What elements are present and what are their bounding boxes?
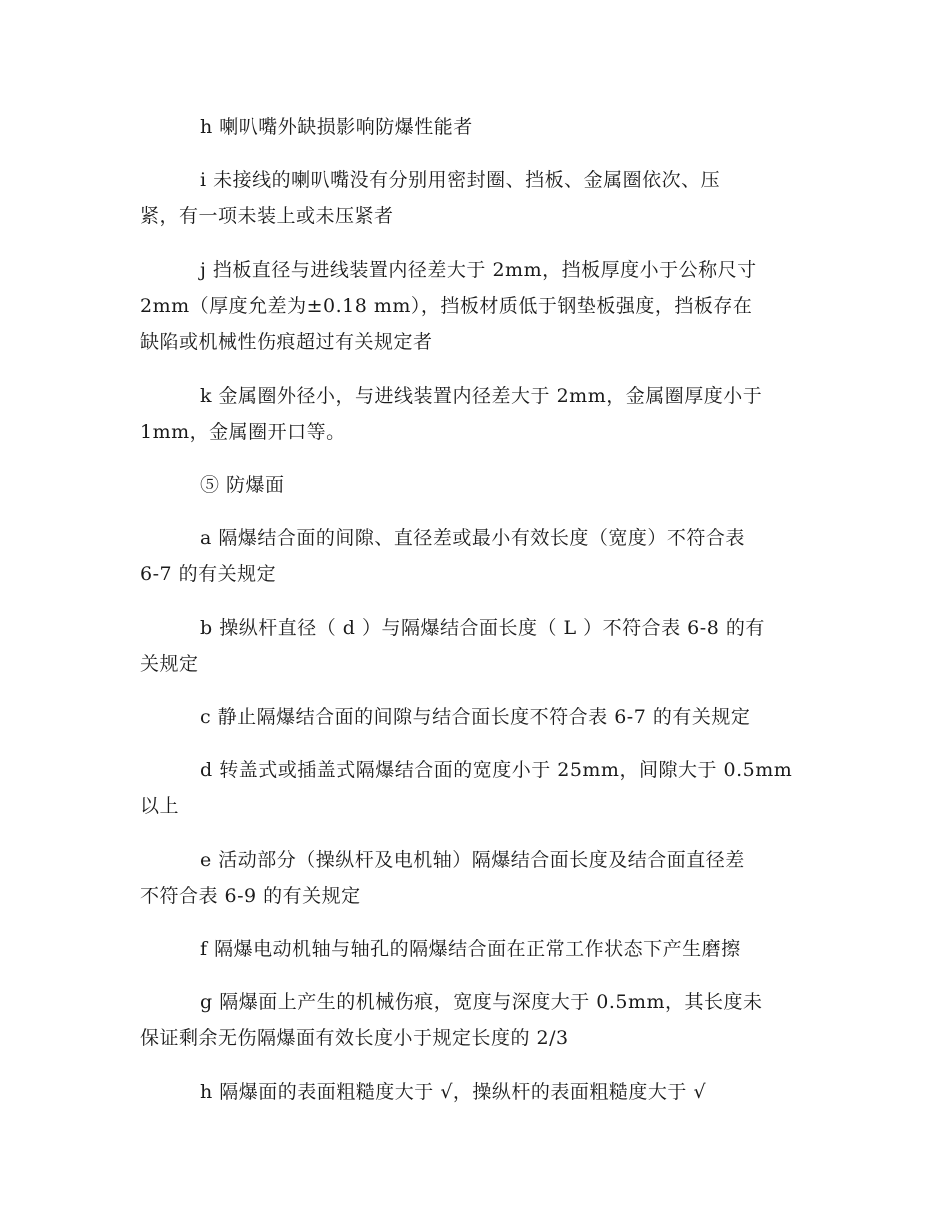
paragraph-line: 1mm，金属圈开口等。 (140, 421, 346, 443)
paragraph-i-bellmouth-seal (140, 162, 808, 234)
paragraph-e-moving-part (140, 842, 808, 914)
paragraph-a-flameproof-joint (140, 520, 808, 592)
section-heading-text: ⑤ 防爆面 (200, 474, 285, 496)
paragraph-g-mechanical-damage (140, 984, 808, 1056)
paragraph-k-metal-ring (140, 378, 808, 450)
paragraph-line: 6-7 的有关规定 (140, 563, 277, 585)
paragraph-line: k 金属圈外径小，与进线装置内径差大于 2mm，金属圈厚度小于 (200, 385, 763, 407)
section-heading-flameproof-surface (140, 467, 808, 503)
paragraph-line: 以上 (140, 795, 180, 817)
paragraph-d-rotary-cover (140, 752, 808, 824)
paragraph-f-motor-shaft (140, 931, 808, 967)
paragraph-b-operating-rod (140, 610, 808, 682)
paragraph-line: a 隔爆结合面的间隙、直径差或最小有效长度（宽度）不符合表 (200, 527, 745, 549)
paragraph-c-static-joint (140, 699, 808, 735)
paragraph-line: 关规定 (140, 653, 199, 675)
paragraph-h-bellmouth (140, 109, 808, 145)
paragraph-line: b 操纵杆直径（ d ）与隔爆结合面长度（ L ）不符合表 6-8 的有 (200, 617, 765, 639)
paragraph-line: g 隔爆面上产生的机械伤痕，宽度与深度大于 0.5mm，其长度未 (200, 991, 763, 1013)
paragraph-j-baffle (140, 252, 808, 360)
paragraph-line: i 未接线的喇叭嘴没有分别用密封圈、挡板、金属圈依次、压 (200, 169, 721, 191)
paragraph-line: d 转盖式或插盖式隔爆结合面的宽度小于 25mm，间隙大于 0.5mm (200, 759, 793, 781)
paragraph-line: 缺陷或机械性伤痕超过有关规定者 (140, 331, 433, 353)
paragraph-line: 不符合表 6-9 的有关规定 (140, 885, 361, 907)
paragraph-line: j 挡板直径与进线装置内径差大于 2mm，挡板厚度小于公称尺寸 (200, 259, 757, 281)
paragraph-line: h 喇叭嘴外缺损影响防爆性能者 (200, 116, 473, 138)
paragraph-line: 保证剩余无伤隔爆面有效长度小于规定长度的 2/3 (140, 1027, 569, 1049)
paragraph-h-surface-roughness (140, 1074, 808, 1110)
paragraph-line: e 活动部分（操纵杆及电机轴）隔爆结合面长度及结合面直径差 (200, 849, 745, 871)
paragraph-line: h 隔爆面的表面粗糙度大于 √，操纵杆的表面粗糙度大于 √ (200, 1081, 707, 1103)
paragraph-line: 2mm（厚度允差为±0.18 mm），挡板材质低于钢垫板强度，挡板存在 (140, 295, 753, 317)
paragraph-line: c 静止隔爆结合面的间隙与结合面长度不符合表 6-7 的有关规定 (200, 706, 751, 728)
paragraph-line: 紧，有一项未装上或未压紧者 (140, 205, 394, 227)
paragraph-line: f 隔爆电动机轴与轴孔的隔爆结合面在正常工作状态下产生磨擦 (200, 938, 741, 960)
